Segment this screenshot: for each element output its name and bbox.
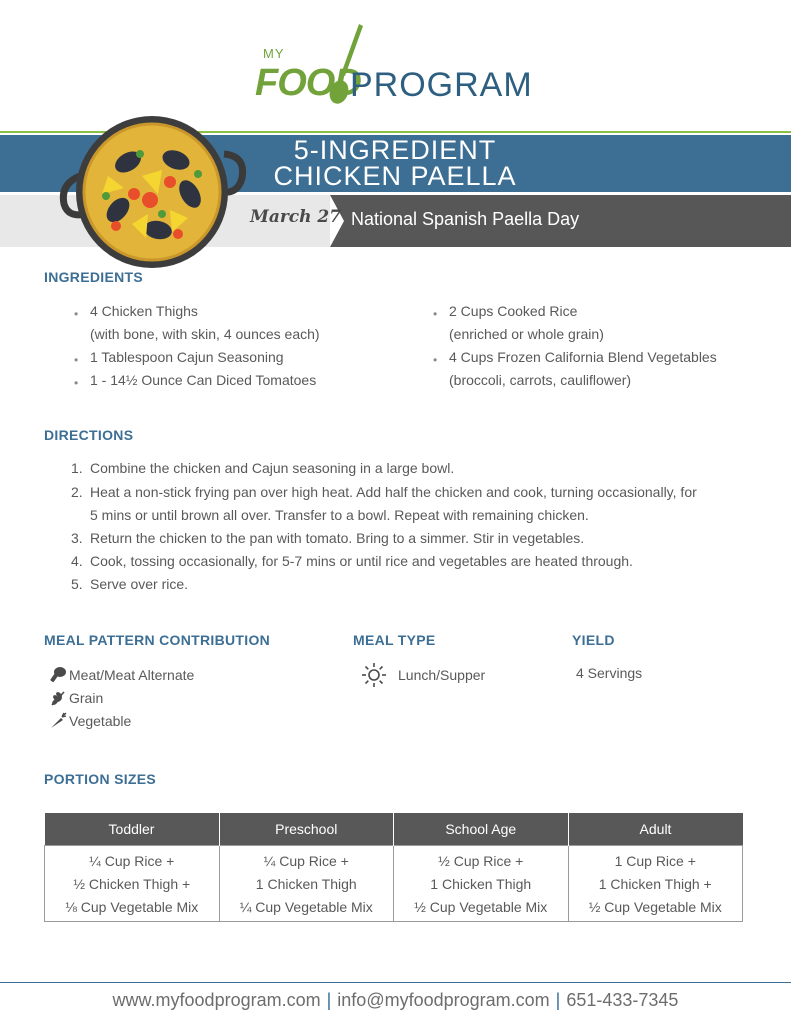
portion-line: ¼ Cup Rice +	[89, 853, 175, 869]
ingredient-note: (enriched or whole grain)	[449, 326, 604, 342]
yield-value: 4 Servings	[576, 665, 643, 681]
footer-email-link[interactable]: info@myfoodprogram.com	[337, 990, 550, 1010]
portion-cell-preschool	[219, 846, 394, 922]
column-header-school-age: School Age	[394, 813, 569, 846]
step-number: 4.	[71, 553, 83, 569]
ingredient-name: 2 Cups Cooked Rice	[449, 303, 578, 319]
portion-cell-adult	[568, 846, 743, 922]
yield-heading: YIELD	[572, 632, 615, 648]
portion-cell-school-age	[394, 846, 569, 922]
direction-step: Return the chicken to the pan with tomato. Bring to a simmer. Stir in vegetables.	[90, 530, 585, 546]
portion-sizes-heading: PORTION SIZES	[44, 771, 157, 787]
meal-type-heading: MEAL TYPE	[353, 632, 436, 648]
footer-separator: |	[555, 990, 561, 1010]
ingredient-note: (broccoli, carrots, cauliflower)	[449, 372, 632, 388]
column-header-toddler: Toddler	[45, 813, 220, 846]
portion-line: ½ Cup Vegetable Mix	[414, 899, 548, 915]
drumstick-icon	[49, 666, 67, 684]
direction-step	[90, 481, 697, 527]
step-number: 1.	[71, 460, 83, 476]
bullet-icon: •	[74, 353, 79, 367]
ingredient-item: 1 Tablespoon Cajun Seasoning	[90, 349, 284, 365]
portion-cell-toddler	[45, 846, 220, 922]
portion-line: 1 Chicken Thigh	[255, 876, 357, 892]
logo-program: PROGRAM	[350, 66, 533, 104]
portion-sizes-table	[44, 813, 743, 922]
ingredient-item: 1 - 14½ Ounce Can Diced Tomatoes	[90, 372, 317, 388]
direction-step: Cook, tossing occasionally, for 5-7 mins or until rice and vegetables are heated through.	[90, 553, 633, 569]
meal-pattern-item: Meat/Meat Alternate	[69, 667, 195, 683]
observance-name: National Spanish Paella Day	[351, 209, 580, 229]
ingredient-name: 4 Cups Frozen California Blend Vegetables	[449, 349, 717, 365]
step-number: 2.	[71, 484, 83, 500]
direction-step-line: 5 mins or until brown all over. Transfer to a bowl. Repeat with remaining chicken.	[90, 507, 589, 523]
portion-line: 1 Cup Rice +	[614, 853, 696, 869]
recipe-title-line1: 5-INGREDIENT	[293, 135, 497, 165]
portion-line: ½ Chicken Thigh +	[73, 876, 191, 892]
portion-line: ¼ Cup Vegetable Mix	[239, 899, 373, 915]
ingredient-item	[449, 346, 717, 392]
meal-type-value: Lunch/Supper	[398, 667, 486, 683]
meal-pattern-item: Vegetable	[69, 713, 132, 729]
portion-line: ½ Cup Vegetable Mix	[588, 899, 722, 915]
logo-my: MY	[263, 46, 285, 61]
recipe-title-line2: CHICKEN PAELLA	[273, 161, 517, 191]
footer-rule	[0, 982, 791, 983]
direction-step: Serve over rice.	[90, 576, 189, 592]
footer	[0, 990, 791, 1011]
carrot-icon	[49, 712, 67, 730]
direction-step: Combine the chicken and Cajun seasoning in a large bowl.	[90, 460, 455, 476]
sun-icon	[361, 662, 387, 688]
bullet-icon: •	[74, 376, 79, 390]
portion-line: ¼ Cup Rice +	[263, 853, 349, 869]
bullet-icon: •	[433, 307, 438, 321]
portion-line: ⅛ Cup Vegetable Mix	[65, 899, 199, 915]
column-header-adult: Adult	[568, 813, 743, 846]
directions-heading: DIRECTIONS	[44, 427, 134, 443]
logo-food: FOOD	[255, 62, 361, 104]
portion-line: 1 Chicken Thigh +	[598, 876, 712, 892]
step-number: 5.	[71, 576, 83, 592]
bullet-icon: •	[74, 307, 79, 321]
observance-date: March 27	[250, 207, 342, 227]
meal-pattern-heading: MEAL PATTERN CONTRIBUTION	[44, 632, 271, 648]
direction-step-line: Heat a non-stick frying pan over high heat. Add half the chicken and cook, turning occasionally, for	[90, 484, 697, 500]
meal-pattern-item: Grain	[69, 690, 104, 706]
ingredient-name: 4 Chicken Thighs	[90, 303, 198, 319]
table-row	[45, 846, 743, 922]
recipe-title	[230, 137, 560, 189]
footer-phone: 651-433-7345	[566, 990, 679, 1010]
ingredient-item	[90, 300, 320, 346]
wheat-icon	[49, 689, 67, 707]
table-header-row	[45, 813, 743, 846]
paella-pan-image	[58, 114, 248, 274]
portion-line: 1 Chicken Thigh	[430, 876, 532, 892]
step-number: 3.	[71, 530, 83, 546]
ingredients-heading: INGREDIENTS	[44, 269, 143, 285]
ingredient-item	[449, 300, 604, 346]
column-header-preschool: Preschool	[219, 813, 394, 846]
ingredient-note: (with bone, with skin, 4 ounces each)	[90, 326, 320, 342]
footer-website-link[interactable]: www.myfoodprogram.com	[112, 990, 321, 1010]
bullet-icon: •	[433, 353, 438, 367]
portion-line: ½ Cup Rice +	[438, 853, 524, 869]
myfoodprogram-logo	[255, 22, 545, 112]
footer-separator: |	[326, 990, 332, 1010]
